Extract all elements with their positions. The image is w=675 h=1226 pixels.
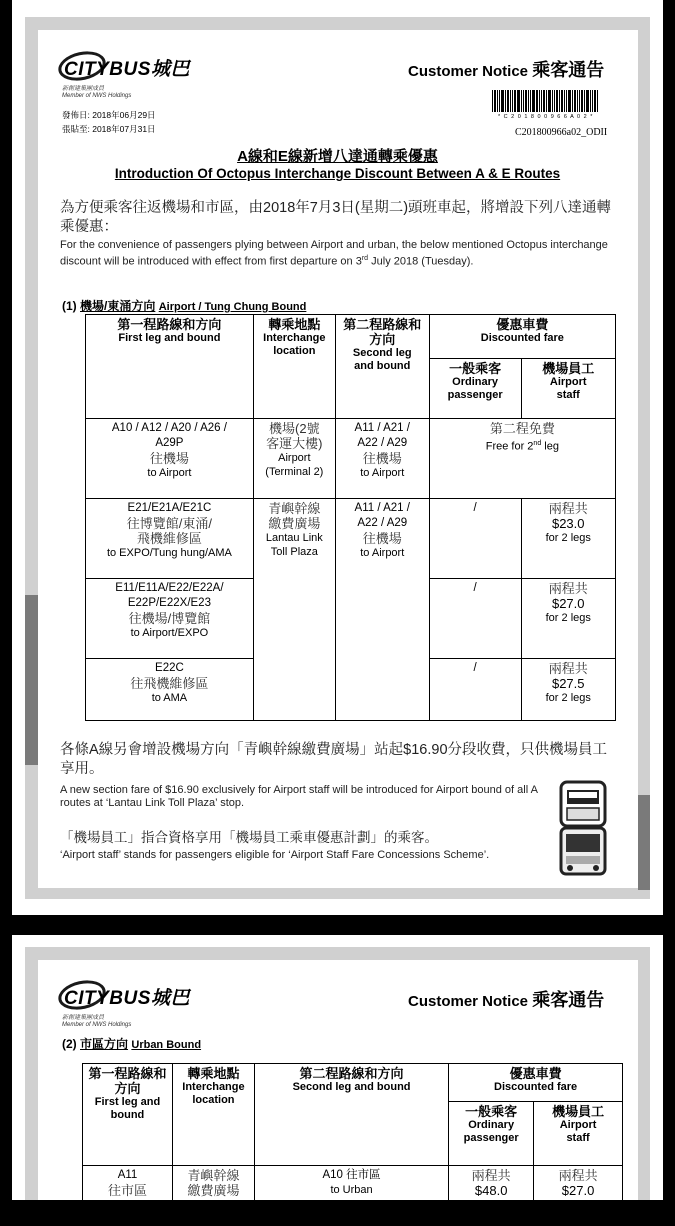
- section-1-heading: (1) 機場/東涌方向 Airport / Tung Chung Bound: [62, 299, 307, 313]
- table-row: E11/E11A/E22/E22A/ E22P/E22X/E23 往機場/博覽館 to Airport/EXPO / 兩程共 $27.0 for 2 legs: [86, 579, 616, 659]
- post-until-date: 張貼至: 2018年07月31日: [62, 124, 156, 134]
- notice-dates: [62, 108, 156, 136]
- customer-notice-title: Customer Notice 乘客通告: [408, 60, 605, 80]
- header-ordinary: 一般乘客 Ordinary passenger: [429, 359, 521, 419]
- header-staff: 機場員工 Airport staff: [521, 359, 616, 419]
- issue-date: 發佈日: 2018年06月29日: [62, 110, 156, 120]
- citybus-logo: CITYBUS城巴: [64, 54, 190, 81]
- barcode: [492, 90, 599, 112]
- table-row: A10 / A12 / A20 / A26 / A29P 往機場 to Airport 機場(2號客運大樓) Airport (Terminal 2) A11 / A21 / A22 / A29 往機場 to Airport 第二程免費 Free for 2nd leg: [86, 419, 616, 499]
- notice-title-en: Introduction Of Octopus Interchange Discount Between A & E Routes: [114, 166, 561, 181]
- header-interchange: 轉乘地點 Interchange location: [253, 315, 335, 419]
- header-second-leg: 第二程路線和方向 Second leg and bound: [254, 1064, 448, 1166]
- fare-table-1: [85, 314, 616, 721]
- header-interchange: 轉乘地點 Interchange location: [172, 1064, 254, 1166]
- section-fare-en: A new section fare of $16.90 exclusively for Airport staff will be introduced for Airport bound of all A routes at ‘Lantau Link Toll Plaza’ stop.: [60, 784, 538, 809]
- section-2-heading: (2) 市區方向 Urban Bound: [62, 1037, 202, 1051]
- table-row: A11 往市區 青嶼幹線 繳費廣場 A10 往市區 to Urban 兩程共 $48.0 兩程共 $27.0: [83, 1166, 623, 1226]
- staff-definition-en: ‘Airport staff’ stands for passengers eligible for ‘Airport Staff Fare Concessions Scheme’.: [60, 849, 490, 861]
- header-staff: 機場員工 Airport staff: [534, 1102, 623, 1166]
- header-ordinary: 一般乘客 Ordinary passenger: [449, 1102, 534, 1166]
- table-row: E22C 往飛機維修區 to AMA / 兩程共 $27.5 for 2 legs: [86, 659, 616, 721]
- citybus-logo: CITYBUS城巴: [64, 983, 190, 1010]
- staff-definition-zh: 「機場員工」指合資格享用「機場員工乘車優惠計劃」的乘客。: [60, 830, 438, 845]
- header-discounted-fare: 優惠車費 Discounted fare: [429, 315, 615, 359]
- side-tab: [25, 595, 38, 765]
- bus-icon: [555, 778, 610, 878]
- header-second-leg: 第二程路線和方向 Second leg and bound: [335, 315, 429, 419]
- intro-en: For the convenience of passengers plying between Airport and urban, the below mentioned Octopus interchange discount will be introduced with effect from first departure on 3rd July 2018 (Tuesday).: [60, 239, 608, 268]
- section-fare-zh: 各條A線另會增設機場方向「青嶼幹線繳費廣場」站起$16.90分段收費，只供機場員工享用。: [60, 742, 608, 777]
- fare-table-2: [82, 1063, 623, 1226]
- header-discounted-fare: 優惠車費 Discounted fare: [449, 1064, 623, 1102]
- header-first-leg: 第一程路線和方向 First leg and bound: [83, 1064, 173, 1166]
- member-line: 新創建集團成員 Member of NWS Holdings: [62, 1015, 132, 1028]
- table-row: E21/E21A/E21C 往博覽館/東涌/ 飛機維修區 to EXPO/Tung hung/AMA 青嶼幹線 繳費廣場 Lantau Link Toll Plaza A11 / A21 / A22 / A29 往機場 to Airport / 兩程共 $23.0 for 2 legs: [86, 499, 616, 579]
- reference-number: C201800966a02_ODII: [515, 127, 608, 138]
- barcode-text: * C 2 0 1 8 0 0 9 6 6 A 0 2 *: [498, 114, 594, 120]
- customer-notice-title: Customer Notice 乘客通告: [408, 990, 605, 1010]
- side-tab: [638, 795, 650, 890]
- header-first-leg: 第一程路線和方向 First leg and bound: [86, 315, 254, 419]
- notice-title-zh: A線和E線新增八達通轉乘優惠: [237, 148, 438, 165]
- member-line: 新創建集團成員 Member of NWS Holdings: [62, 86, 132, 99]
- intro-zh: 為方便乘客往返機場和市區，由2018年7月3日(星期二)頭班車起，將增設下列八達通轉乘優惠：: [60, 200, 612, 235]
